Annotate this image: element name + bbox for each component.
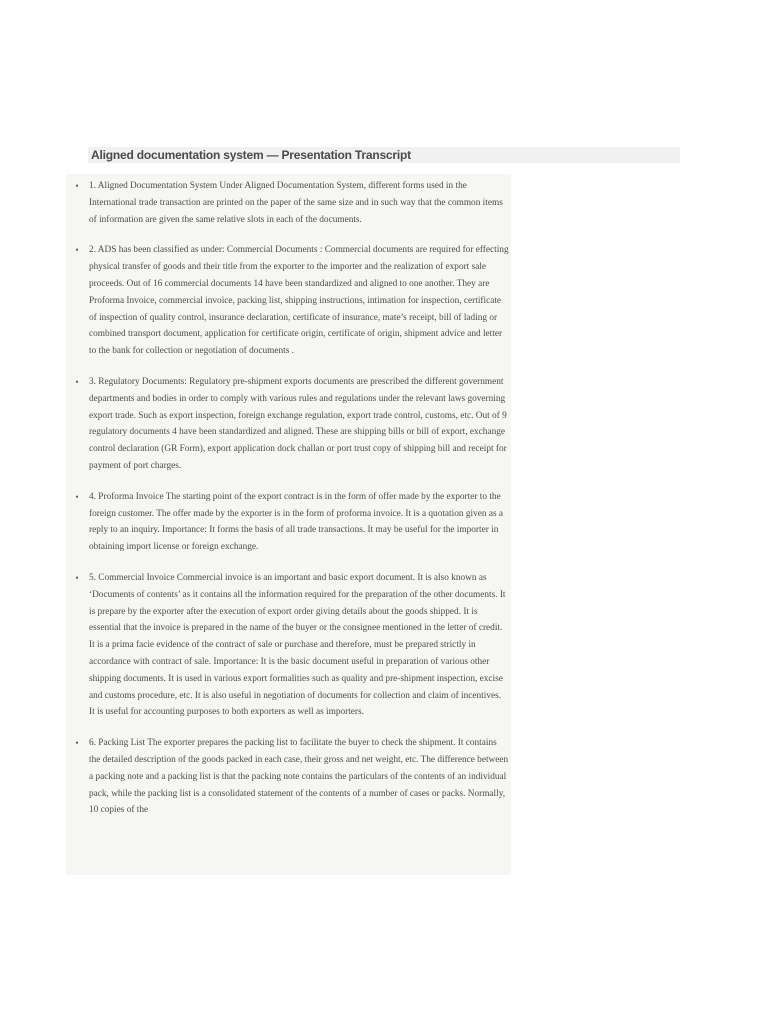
- list-item: [66, 178, 511, 228]
- bullet-icon: •: [75, 376, 79, 387]
- list-item: [66, 735, 511, 819]
- list-item-text: 4. Proforma Invoice The starting point of the export contract is in the form of offer made by the exporter to the foreign customer. The offer made by the exporter is in the form of proforma invoice. It is a quotation given as a reply to an inquiry. Importance: It forms the basis of all trade transactions. It may be useful for the importer in obtaining import license or foreign exchange.: [89, 491, 504, 553]
- bullet-icon: •: [75, 181, 79, 191]
- transcript-content: [66, 174, 511, 875]
- page-title: Aligned documentation system — Presentation Transcript: [91, 148, 411, 162]
- bullet-icon: •: [75, 491, 79, 502]
- list-item-text: 2. ADS has been classified as under: Commercial Documents : Commercial documents are required for effecting physical transfer of goods and their title from the exporter to the importer and the realization of export sale proceeds. Out of 16 commercial documents 14 have been standardized and aligned to one another. They are Proforma Invoice, commercial invoice, packing list, shipping instructions, intimation for inspection, certificate of inspection of quality control, insurance declaration, certificate of insurance, mate’s receipt, bill of lading or combined transport document, application for certificate origin, certificate of origin, shipment advice and letter to the bank for collection or negotiation of documents .: [89, 245, 509, 357]
- list-item-text: 5. Commercial Invoice Commercial invoice is an important and basic export document. It is also known as ‘Documents of contents’ as it contains all the information required for the preparation of the other documents. It is prepare by the exporter after the execution of export order giving details about the goods shipped. It is essential that the invoice is prepared in the name of the buyer or the consignee mentioned in the letter of credit. It is a prima facie evidence of the contract of sale or purchase and therefore, must be prepared strictly in accordance with contract of sale. Importance: It is the basic document useful in preparation of various other shipping documents. It is used in various export formalities such as quality and pre-shipment inspection, excise and customs procedure, etc. It is also useful in negotiation of documents for collection and claim of incentives. It is useful for accounting purposes to both exporters as well as importers.: [89, 572, 506, 718]
- list-item-text: 3. Regulatory Documents: Regulatory pre-shipment exports documents are prescribed the different government departments and bodies in order to comply with various rules and regulations under the relevant laws governing export trade. Such as export inspection, foreign exchange regulation, export trade control, customs, etc. Out of 9 regulatory documents 4 have been standardized and aligned. These are shipping bills or bill of export, exchange control declaration (GR Form), export application dock challan or port trust copy of shipping bill and receipt for payment of port charges.: [89, 376, 507, 471]
- list-item: [66, 242, 511, 360]
- list-item: [66, 570, 511, 721]
- list-item: [66, 489, 511, 556]
- bullet-icon: •: [75, 245, 79, 256]
- list-item: [66, 374, 511, 475]
- bullet-icon: •: [75, 738, 79, 749]
- list-item-text: 1. Aligned Documentation System Under Aligned Documentation System, different forms used in the International trade transaction are printed on the paper of the same size and in such way that the common items of information are given the same relative slots in each of the documents.: [89, 181, 503, 225]
- list-item-text: 6. Packing List The exporter prepares the packing list to facilitate the buyer to check the shipment. It contains the detailed description of the goods packed in each case, their gross and net weight, etc. The difference between a packing note and a packing list is that the packing note contains the particulars of the contents of an individual pack, while the packing list is a consolidated statement of the contents of a number of cases or packs. Normally, 10 copies of the: [89, 738, 509, 816]
- bullet-icon: •: [75, 572, 79, 583]
